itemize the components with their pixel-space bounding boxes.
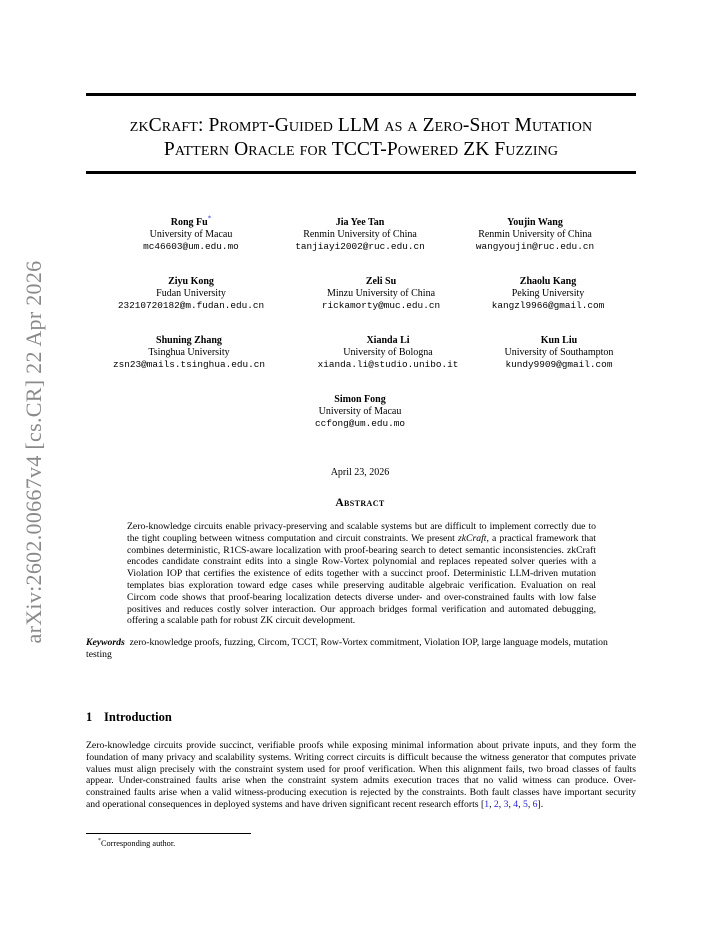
- section-heading: [86, 710, 172, 725]
- author-name: Xianda Li: [366, 335, 410, 346]
- arxiv-identifier: arXiv:2602.00667v4 [cs.CR] 22 Apr 2026: [21, 260, 46, 644]
- author-email: mc46603@um.edu.mo: [143, 241, 239, 252]
- citation-link[interactable]: 4: [513, 798, 519, 810]
- author-affiliation: University of Bologna: [343, 347, 433, 358]
- author-email: kangzl9966@gmail.com: [491, 300, 605, 311]
- author-name: Youjin Wang: [507, 217, 563, 228]
- author-affiliation: Fudan University: [156, 288, 226, 299]
- author-affiliation: University of Southampton: [504, 347, 614, 358]
- keywords-list: zero-knowledge proofs, fuzzing, Circom, TCCT, Row-Vortex commitment, Violation IOP, large language models, mutation testing: [86, 637, 608, 660]
- paper-date: April 23, 2026: [330, 467, 390, 478]
- author-email: 23210720182@m.fudan.edu.cn: [117, 300, 265, 311]
- title-line-1: zkCraft: Prompt-Guided LLM as a Zero-Shot Mutation: [129, 115, 593, 136]
- title-line-2: Pattern Oracle for TCCT-Powered ZK Fuzzing: [163, 139, 559, 160]
- author-block: [91, 276, 291, 312]
- author-name: Shuning Zhang: [156, 335, 222, 346]
- footnote-rule: [86, 833, 251, 834]
- author-affiliation: Renmin University of China: [478, 229, 592, 240]
- author-affiliation: University of Macau: [149, 229, 233, 240]
- section-number: 1: [86, 710, 93, 724]
- title-bottom-rule: [86, 171, 636, 174]
- abstract-text: Zero-knowledge circuits enable privacy-preserving and scalable systems but are difficult to implement correctly due to the tight coupling between witness computation and circuit constraints. We present zkCraft, a practical framework that combines deterministic, R1CS-aware localization with proof-bearing search to detect semantic inconsistencies. zkCraft encodes candidate constraint edits into a single Row-Vortex polynomial and replaces repeated solver queries with a Violation IOP that certifies the existence of edits together with a succinct proof. Deterministic LLM-driven mutation templates bias exploration toward edge cases while preserving auditable algebraic verification. Evaluation on real Circom code shows that proof-bearing localization detects diverse under- and over-constrained faults with low false positives and reduces costly solver interaction. Our approach bridges formal verification and automated debugging, offering a scalable path for robust ZK circuit development.: [127, 521, 596, 627]
- author-affiliation: Peking University: [511, 288, 585, 299]
- author-email: kundy9909@gmail.com: [505, 359, 613, 370]
- author-block: [448, 276, 648, 312]
- author-block: [260, 217, 460, 253]
- author-name: Ziyu Kong: [168, 276, 214, 287]
- keywords-label: Keywords: [86, 637, 125, 648]
- author-name: Zhaolu Kang: [519, 276, 577, 287]
- author-email: tanjiayi2002@ruc.edu.cn: [295, 241, 425, 252]
- title-top-rule: [86, 93, 636, 96]
- citation-link[interactable]: 1: [484, 798, 490, 810]
- framework-name: zkCraft: [457, 532, 487, 544]
- author-affiliation: Tsinghua University: [148, 347, 230, 358]
- author-block: [89, 335, 289, 371]
- author-email: zsn23@mails.tsinghua.edu.cn: [113, 359, 265, 370]
- author-block: [260, 394, 460, 430]
- author-email: ccfong@um.edu.mo: [314, 418, 405, 429]
- author-name: Simon Fong: [334, 394, 386, 405]
- author-email: rickamorty@muc.edu.cn: [321, 300, 441, 311]
- author-name: Kun Liu: [540, 335, 578, 346]
- author-name: Rong Fu*: [170, 214, 212, 228]
- author-block: [435, 217, 635, 253]
- author-affiliation: Minzu University of China: [326, 288, 436, 299]
- corresponding-mark[interactable]: *: [207, 214, 212, 223]
- author-block: [288, 335, 488, 371]
- citation-link[interactable]: 3: [503, 798, 509, 810]
- paper-title: [86, 114, 636, 162]
- section-title: Introduction: [104, 710, 172, 724]
- author-affiliation: Renmin University of China: [303, 229, 417, 240]
- citation-link[interactable]: 5: [522, 798, 528, 810]
- citation-link[interactable]: 6: [532, 798, 538, 810]
- author-name: Zeli Su: [365, 276, 397, 287]
- author-email: xianda.li@studio.unibo.it: [317, 359, 459, 370]
- footnote-mark: *: [98, 838, 101, 844]
- author-email: wangyoujin@ruc.edu.cn: [475, 241, 595, 252]
- citation-link[interactable]: 2: [493, 798, 499, 810]
- author-block: [459, 335, 659, 371]
- footnote: *Corresponding author.: [98, 838, 176, 848]
- author-name: Jia Yee Tan: [335, 217, 385, 228]
- author-affiliation: University of Macau: [318, 406, 402, 417]
- intro-paragraph: Zero-knowledge circuits provide succinct, verifiable proofs while exposing minimal information about private inputs, and they form the foundation of many privacy and scalability systems. Writing correct circuits is difficult because the witness generator that computes private values must align precisely with the constraint system used for proof verification. When this alignment fails, two broad classes of faults appear. Under-constrained faults arise when the constraint system admits execution traces that no valid witness can produce. Over-constrained faults arise when a valid witness-producing execution is rejected by the constraints. Both fault classes have important security and operational consequences in deployed systems and have driven significant recent research efforts [1, 2, 3, 4, 5, 6].: [86, 740, 636, 810]
- keywords: [86, 637, 636, 661]
- abstract-heading: Abstract: [335, 497, 385, 509]
